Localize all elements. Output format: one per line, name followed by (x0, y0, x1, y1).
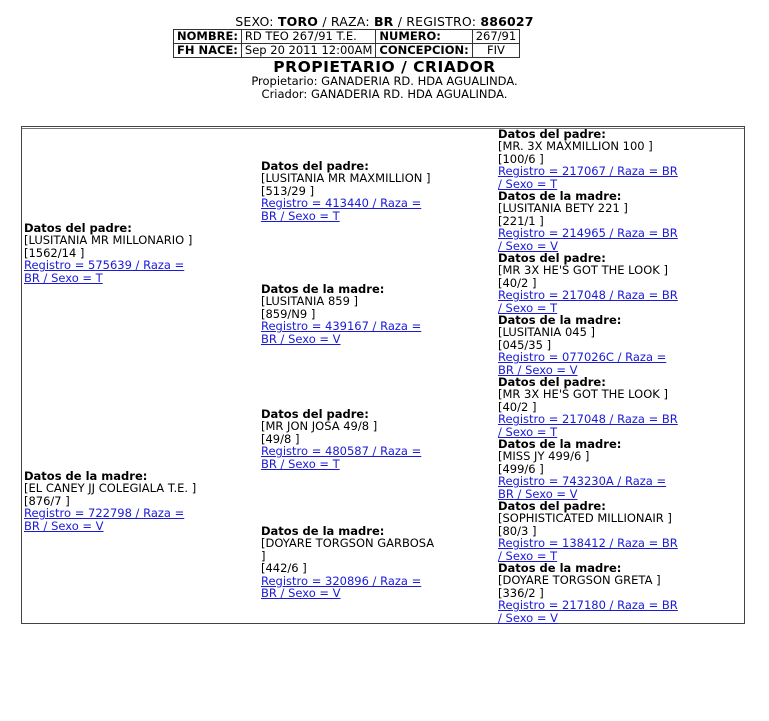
gen2-maternal-grandsire (261, 408, 491, 470)
dam-registro-link[interactable]: Registro = 722798 / Raza = (24, 506, 185, 521)
ancestor-number: [100/6 ] (498, 151, 544, 166)
pgd-registro-link[interactable]: Registro = 439167 / Raza = (261, 319, 422, 334)
ancestor-name: [MR 3X HE'S GOT THE LOOK ] (498, 387, 668, 402)
mgs-number: [49/8 ] (261, 431, 300, 446)
ancestor-number: [221/1 ] (498, 213, 544, 228)
mgs-registro-link-cont[interactable]: BR / Sexo = T (261, 456, 340, 471)
gen2-paternal-granddam (261, 283, 491, 345)
mgd-name-cont: ] (261, 548, 266, 563)
ancestor-name: [LUSITANIA 045 ] (498, 325, 596, 340)
ancestor-name: [DOYARE TORGSON GRETA ] (498, 573, 661, 588)
pgs-number: [513/29 ] (261, 183, 315, 198)
ancestor-registro-link-cont[interactable]: / Sexo = T (498, 548, 558, 563)
ancestor-registro-link[interactable]: Registro = 077026C / Raza = (498, 350, 667, 365)
ancestor-number: [40/2 ] (498, 399, 537, 414)
gen3-ancestor-1 (498, 128, 746, 190)
ancestor-number: [499/6 ] (498, 461, 544, 476)
ancestor-number: [80/3 ] (498, 523, 537, 538)
info-row-2 (174, 44, 520, 58)
gen2-paternal-grandsire (261, 160, 491, 222)
animal-info-table (173, 29, 520, 58)
propietario-text: Propietario: GANADERIA RD. HDA AGUALINDA. (251, 74, 518, 88)
ancestor-header: Datos de la madre: (498, 437, 622, 451)
page-title: PROPIETARIO / CRIADOR (273, 58, 496, 76)
gen3-ancestor-4 (498, 314, 746, 376)
pgd-number: [859/N9 ] (261, 306, 316, 321)
gen3-ancestor-3 (498, 252, 746, 314)
registro-value: 886027 (480, 14, 534, 29)
ancestor-header: Datos de la madre: (498, 313, 622, 327)
dam-header: Datos de la madre: (24, 469, 148, 483)
pgs-registro-link-cont[interactable]: BR / Sexo = T (261, 208, 340, 223)
sexo-value: TORO (277, 14, 319, 29)
ancestor-registro-link[interactable]: Registro = 214965 / Raza = BR (498, 226, 678, 241)
ancestor-registro-link-cont[interactable]: / Sexo = V (498, 610, 559, 625)
mgd-registro-link[interactable]: Registro = 320896 / Raza = (261, 573, 422, 588)
ancestor-name: [MR. 3X MAXMILLION 100 ] (498, 139, 653, 154)
ancestor-name: [SOPHISTICATED MILLIONAIR ] (498, 511, 672, 526)
gen1-dam (24, 470, 252, 532)
ancestor-header: Datos de la madre: (498, 189, 622, 203)
ancestor-header: Datos del padre: (498, 499, 606, 513)
gen3-ancestor-8 (498, 562, 746, 624)
ancestor-registro-link-cont[interactable]: / Sexo = T (498, 300, 558, 315)
pgs-registro-link[interactable]: Registro = 413440 / Raza = (261, 196, 422, 211)
gen1-sire (24, 222, 252, 284)
fh-nace-label: FH NACE: (174, 44, 242, 58)
dam-number: [876/7 ] (24, 493, 70, 508)
ancestor-registro-link-cont[interactable]: / Sexo = V (498, 238, 559, 253)
mgd-header: Datos de la madre: (261, 524, 385, 538)
owner-info (0, 75, 769, 101)
ancestor-number: [336/2 ] (498, 585, 544, 600)
ancestor-registro-link[interactable]: Registro = 217067 / Raza = BR (498, 164, 678, 179)
nombre-label: NOMBRE: (174, 30, 242, 44)
concepcion-label: CONCEPCION: (376, 44, 472, 58)
pgd-registro-link-cont[interactable]: BR / Sexo = V (261, 331, 341, 346)
mgd-number: [442/6 ] (261, 561, 307, 576)
nombre-value: RD TEO 267/91 T.E. (241, 30, 375, 44)
ancestor-name: [MISS JY 499/6 ] (498, 449, 590, 464)
numero-value: 267/91 (472, 30, 519, 44)
sire-registro-link-cont[interactable]: BR / Sexo = T (24, 270, 103, 285)
dam-registro-link-cont[interactable]: BR / Sexo = V (24, 518, 104, 533)
ancestor-registro-link-cont[interactable]: / Sexo = T (498, 176, 558, 191)
dam-name: [EL CANEY JJ COLEGIALA T.E. ] (24, 481, 197, 496)
mgd-name: [DOYARE TORGSON GARBOSA (261, 536, 435, 551)
numero-label: NUMERO: (376, 30, 472, 44)
raza-label: / RAZA: (322, 14, 370, 29)
fh-nace-value: Sep 20 2011 12:00AM (241, 44, 375, 58)
gen3-ancestor-5 (498, 376, 746, 438)
ancestor-number: [40/2 ] (498, 275, 537, 290)
ancestor-header: Datos del padre: (498, 127, 606, 141)
registro-label: / REGISTRO: (397, 14, 477, 29)
sire-number: [1562/14 ] (24, 245, 85, 260)
gen3-ancestor-7 (498, 500, 746, 562)
mgs-registro-link[interactable]: Registro = 480587 / Raza = (261, 444, 422, 459)
pgs-header: Datos del padre: (261, 159, 369, 173)
pgd-header: Datos de la madre: (261, 282, 385, 296)
ancestor-registro-link[interactable]: Registro = 217180 / Raza = BR (498, 598, 678, 613)
sire-header: Datos del padre: (24, 221, 132, 235)
sire-registro-link[interactable]: Registro = 575639 / Raza = (24, 258, 185, 273)
gen3-ancestor-6 (498, 438, 746, 500)
gen3-ancestor-2 (498, 190, 746, 252)
sire-name: [LUSITANIA MR MILLONARIO ] (24, 233, 193, 248)
ancestor-name: [LUSITANIA BETY 221 ] (498, 201, 628, 216)
criador-text: Criador: GANADERIA RD. HDA AGUALINDA. (261, 87, 508, 101)
mgs-header: Datos del padre: (261, 407, 369, 421)
ancestor-name: [MR 3X HE'S GOT THE LOOK ] (498, 263, 668, 278)
ancestor-registro-link[interactable]: Registro = 138412 / Raza = BR (498, 536, 678, 551)
ancestor-registro-link-cont[interactable]: BR / Sexo = V (498, 486, 578, 501)
ancestor-registro-link[interactable]: Registro = 743230A / Raza = (498, 474, 667, 489)
animal-summary-line (0, 14, 769, 29)
sexo-label: SEXO: (235, 14, 274, 29)
ancestor-registro-link-cont[interactable]: / Sexo = T (498, 424, 558, 439)
ancestor-registro-link[interactable]: Registro = 217048 / Raza = BR (498, 288, 678, 303)
ancestor-header: Datos del padre: (498, 375, 606, 389)
mgd-registro-link-cont[interactable]: BR / Sexo = V (261, 586, 341, 601)
ancestor-header: Datos de la madre: (498, 561, 622, 575)
concepcion-value: FIV (472, 44, 519, 58)
ancestor-number: [045/35 ] (498, 337, 552, 352)
pgd-name: [LUSITANIA 859 ] (261, 294, 359, 309)
gen2-maternal-granddam (261, 525, 491, 599)
mgs-name: [MR JON JOSA 49/8 ] (261, 419, 378, 434)
info-row-1 (174, 30, 520, 44)
pgs-name: [LUSITANIA MR MAXMILLION ] (261, 171, 431, 186)
ancestor-registro-link-cont[interactable]: BR / Sexo = V (498, 362, 578, 377)
ancestor-header: Datos del padre: (498, 251, 606, 265)
raza-value: BR (373, 14, 394, 29)
ancestor-registro-link[interactable]: Registro = 217048 / Raza = BR (498, 412, 678, 427)
